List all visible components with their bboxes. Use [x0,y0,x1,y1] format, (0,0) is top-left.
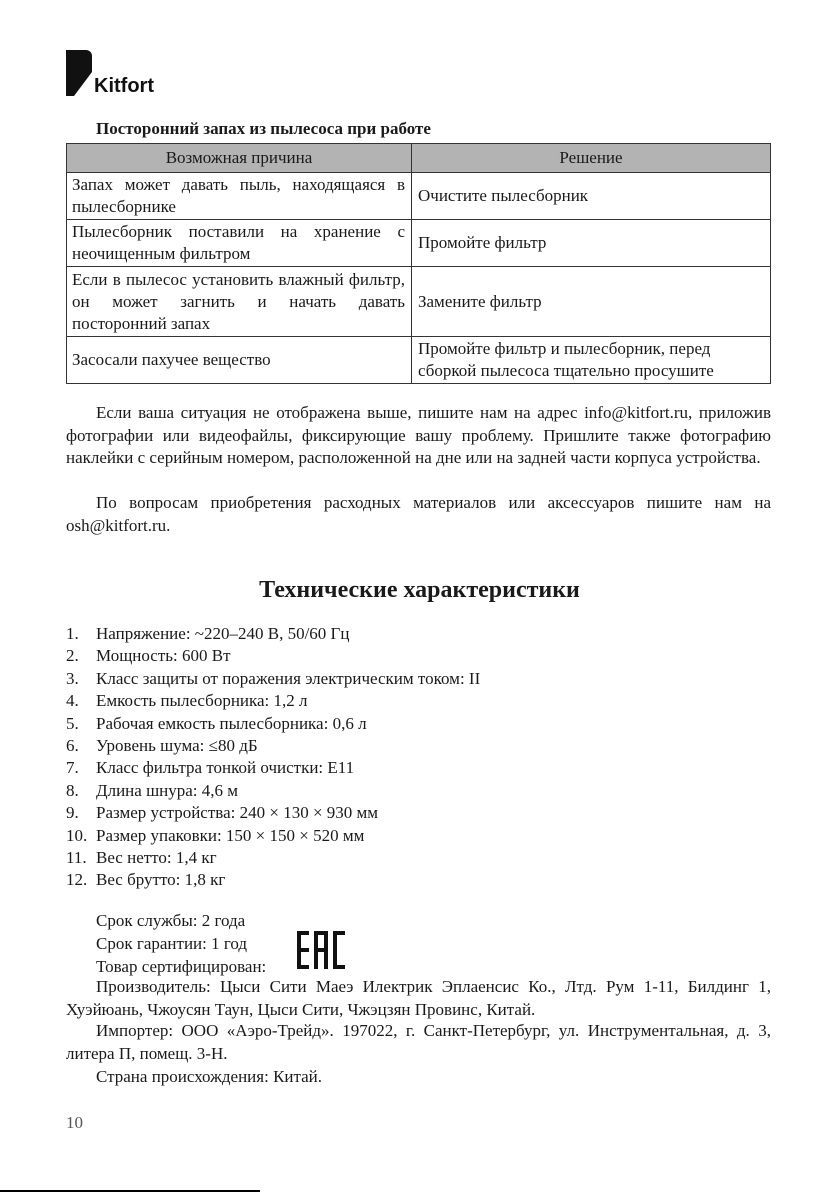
brand-logo [66,50,154,96]
eac-certification-mark [297,931,345,969]
spec-number: 10. [66,825,88,845]
column-header-cause: Возможная причина [67,144,412,173]
spec-number: 5. [66,713,79,733]
table-header-row [67,144,771,173]
cause-cell: Засосали пахучее вещество [67,337,412,384]
kitfort-logo-icon [66,50,92,96]
spec-text: Длина шнура: 4,6 м [96,780,239,800]
spec-text: Напряжение: ~220–240 В, 50/60 Гц [96,624,350,643]
solution-cell: Промойте фильтр и пылесборник, перед сборкой пылесоса тщательно просушите [412,337,771,384]
spec-number: 11. [66,848,87,868]
solution-cell: Промойте фильтр [412,220,771,267]
page-number: 10 [66,1113,83,1132]
table-row [67,337,771,384]
specs-title: Технические характеристики [259,577,580,603]
spec-item [66,735,480,757]
manufacturer-info: Производитель: Цыси Сити Маеэ Илектрик Эплаенсис Ко., Лтд. Рум 1-11, Билдинг 1, Хуэйюань, Чжоусян Таун, Цыси Сити, Чжэцзян Провинс, Китай. [66,977,771,1019]
spec-number: 8. [66,780,79,800]
cause-cell: Если в пылесос установить влажный фильтр, он может загнить и начать давать посторонний запах [67,267,412,337]
spec-item [66,623,480,645]
spec-item [66,825,480,847]
spec-text: Мощность: 600 Вт [96,646,231,666]
spec-text: Вес нетто: 1,4 кг [96,848,217,868]
spec-number: 7. [66,758,79,778]
spec-text: Рабочая емкость пылесборника: 0,6 л [96,713,367,733]
solution-cell: Замените фильтр [412,267,771,337]
spec-number: 1. [66,624,79,643]
cause-cell: Пылесборник поставили на хранение с неочищенным фильтром [67,220,412,267]
country-of-origin: Страна происхождения: Китай. [96,1067,323,1086]
table-row [67,267,771,337]
specs-list [66,623,480,892]
spec-number: 2. [66,646,79,666]
spec-item [66,847,480,869]
spec-item [66,802,480,824]
troubleshooting-title: Посторонний запах из пылесоса при работе [96,119,431,138]
brand-name: Kitfort [94,75,154,97]
importer-info: Импортер: ООО «Аэро-Трейд». 197022, г. Санкт-Петербург, ул. Инструментальная, д. 3, литера П, помещ. 3-Н. [66,1021,771,1063]
spec-number: 4. [66,691,79,711]
accessories-paragraph: По вопросам приобретения расходных материалов или аксессуаров пишите нам на osh@kitfort.ru. [66,493,771,535]
spec-text: Размер упаковки: 150 × 150 × 520 мм [96,825,365,845]
spec-item [66,645,480,667]
spec-text: Уровень шума: ≤80 дБ [96,736,258,756]
solution-cell: Очистите пылесборник [412,173,771,220]
contact-paragraph: Если ваша ситуация не отображена выше, пишите нам на адрес info@kitfort.ru, приложив фотографии или видеофайлы, фиксирующие вашу проблему. Пришлите также фотографию наклейки с серийным номером, расположенной на дне или на задней части корпуса устройства. [66,403,771,467]
spec-number: 3. [66,668,79,688]
spec-item [66,668,480,690]
certified-label: Товар сертифицирован: [96,957,267,976]
spec-item [66,757,480,779]
column-header-solution: Решение [412,144,771,173]
footer-divider [0,1190,260,1192]
service-life: Срок службы: 2 года [96,911,246,930]
table-row [67,220,771,267]
spec-number: 6. [66,736,79,756]
spec-item [66,869,480,891]
spec-item [66,780,480,802]
spec-item [66,713,480,735]
spec-text: Класс фильтра тонкой очистки: E11 [96,758,355,778]
spec-item [66,690,480,712]
troubleshooting-table [66,143,771,384]
spec-number: 9. [66,803,79,823]
spec-text: Вес брутто: 1,8 кг [96,870,226,890]
spec-text: Емкость пылесборника: 1,2 л [96,691,308,711]
table-row [67,173,771,220]
spec-text: Класс защиты от поражения электрическим током: II [96,668,481,688]
cause-cell: Запах может давать пыль, находящаяся в пылесборнике [67,173,412,220]
warranty: Срок гарантии: 1 год [96,934,248,953]
spec-text: Размер устройства: 240 × 130 × 930 мм [96,803,379,823]
spec-number: 12. [66,870,88,890]
